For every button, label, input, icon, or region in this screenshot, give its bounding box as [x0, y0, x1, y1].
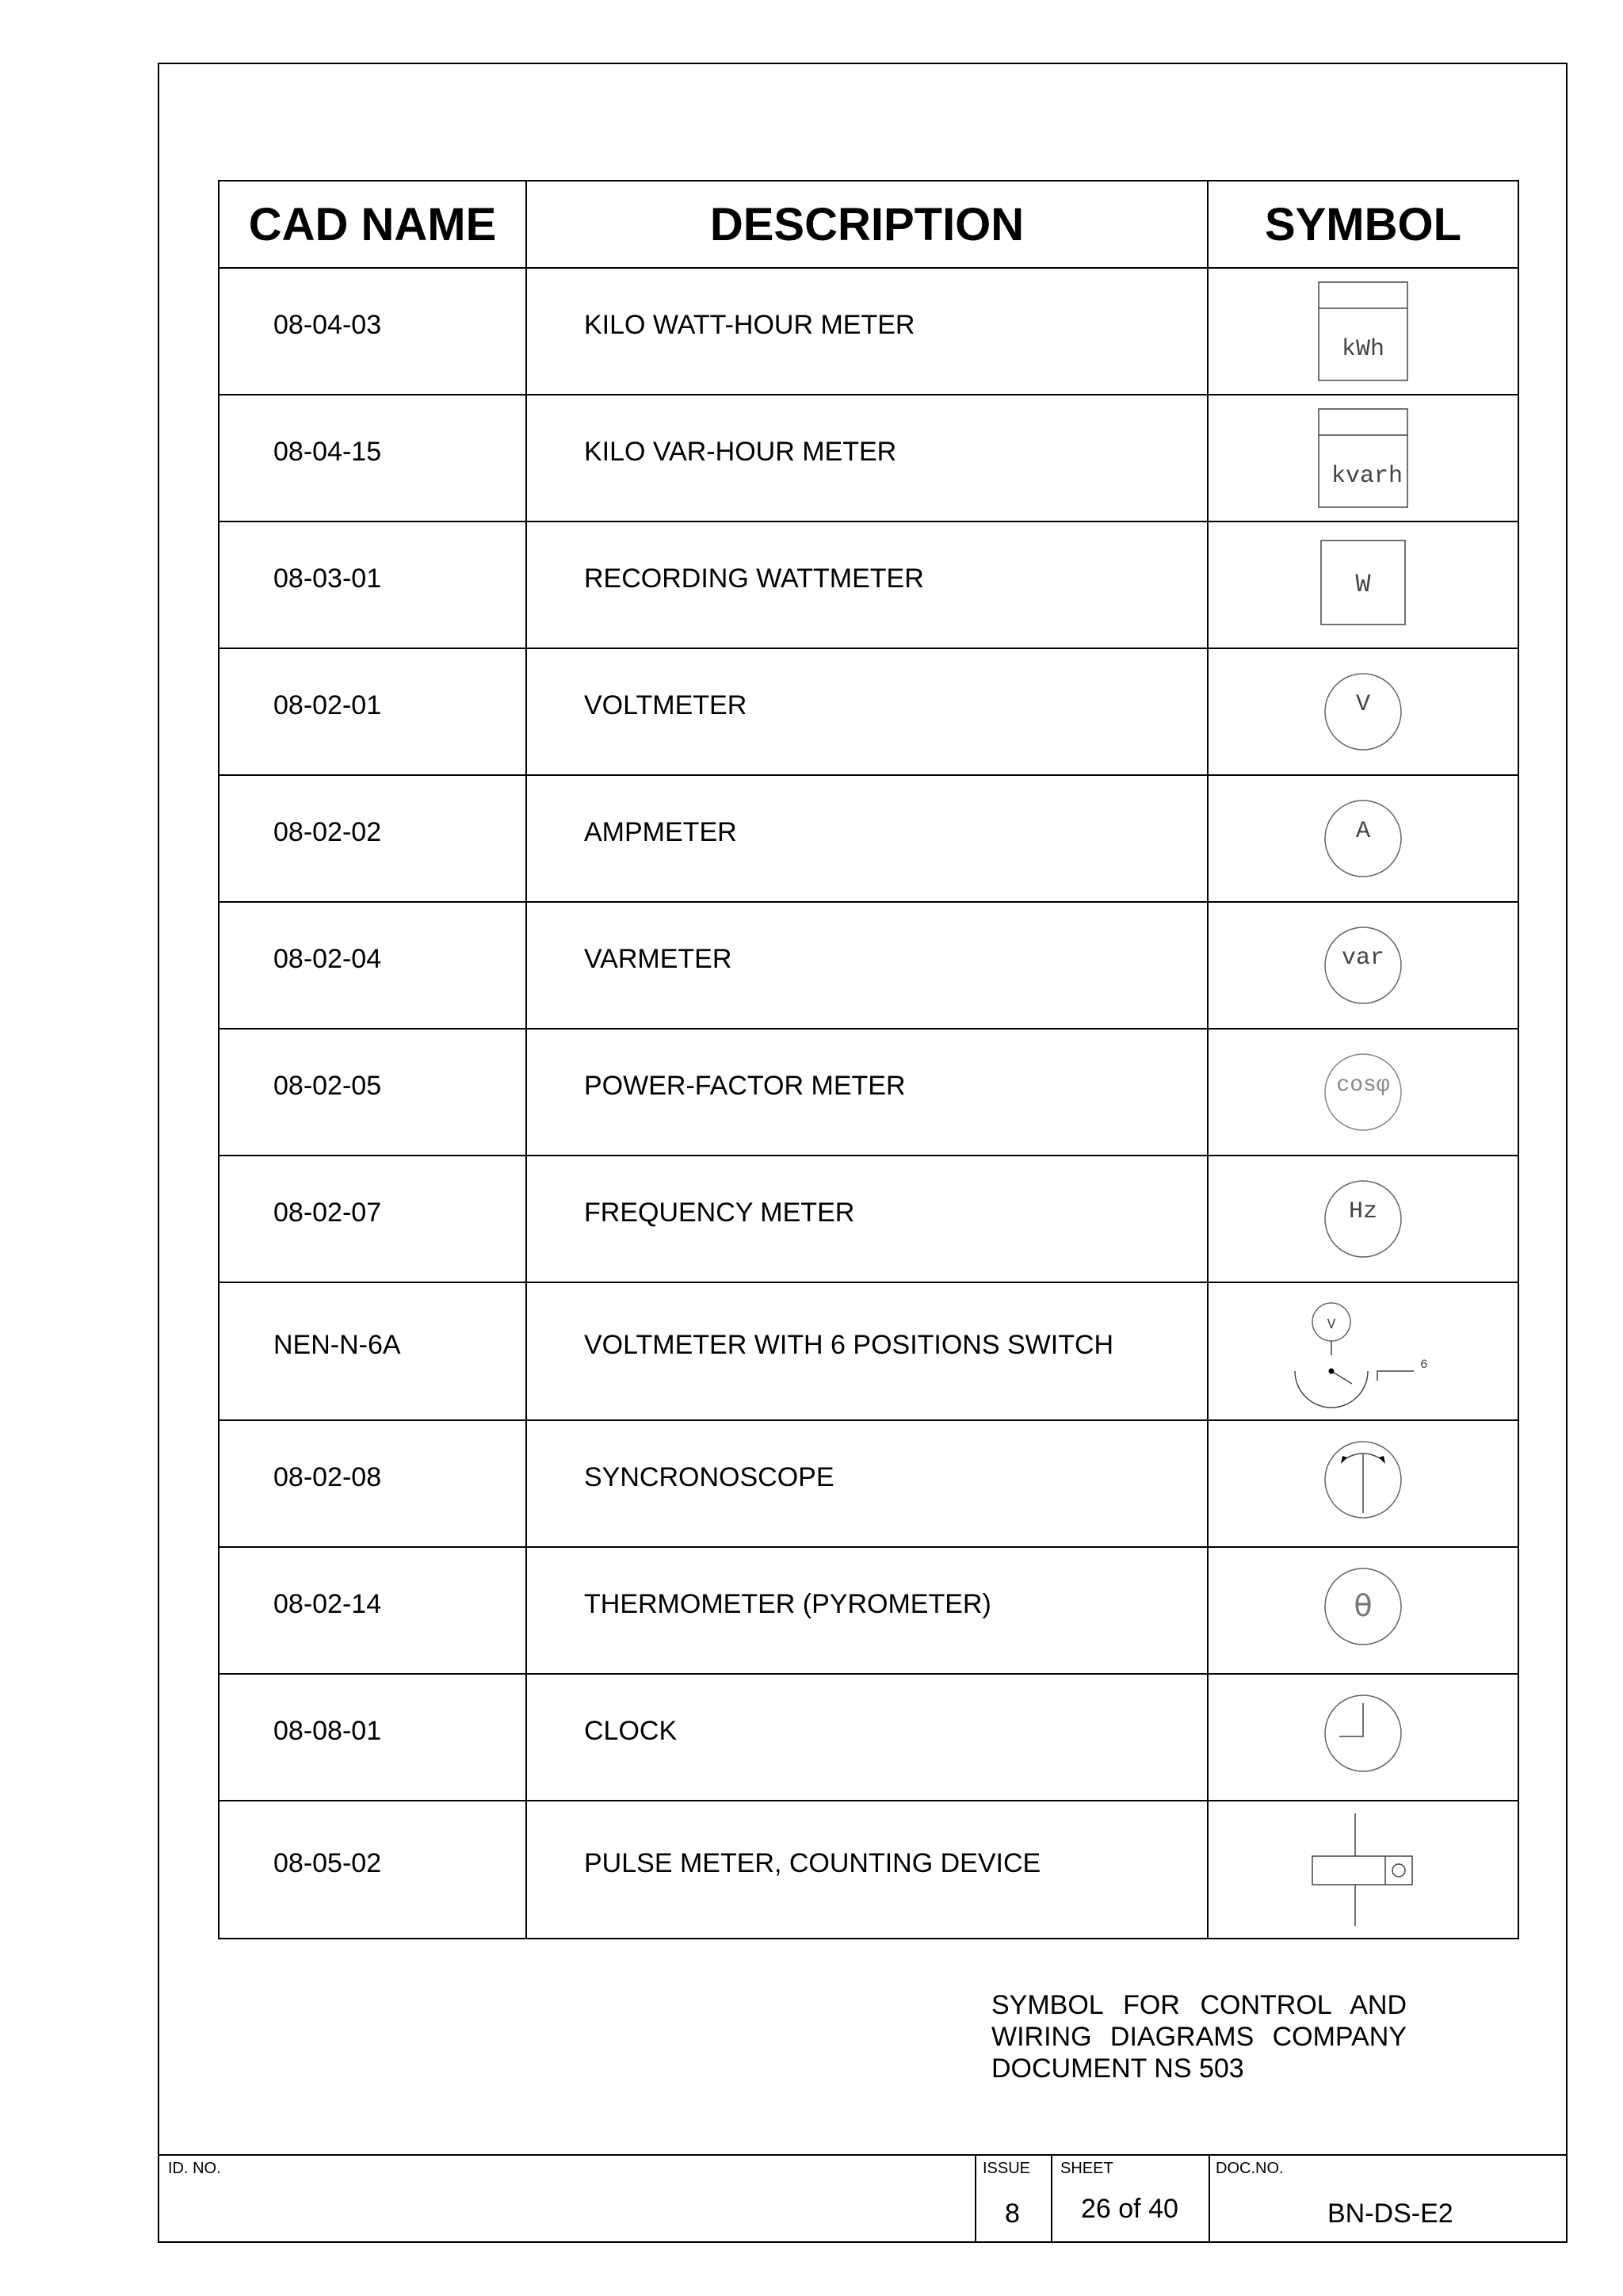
svg-text:var: var: [1341, 945, 1385, 972]
svg-text:kvarh: kvarh: [1331, 463, 1403, 490]
table-row: [219, 1029, 1518, 1156]
document-title-line: WIRING DIAGRAMS COMPANY: [991, 2022, 1407, 2052]
symbol-cell: [1208, 1282, 1518, 1420]
table-row: [219, 902, 1518, 1029]
svg-text:θ: θ: [1354, 1588, 1373, 1623]
issue-value: 8: [1005, 2199, 1020, 2229]
cad-code: 08-04-03: [219, 268, 526, 395]
description: THERMOMETER (PYROMETER): [526, 1547, 1208, 1674]
symbol-cell: [1208, 1547, 1518, 1674]
table-row: [219, 1674, 1518, 1801]
document-title-line: DOCUMENT NS 503: [991, 2053, 1244, 2084]
thermometer-symbol-icon: [1316, 1559, 1411, 1662]
description: VOLTMETER WITH 6 POSITIONS SWITCH: [526, 1282, 1208, 1420]
cad-code: 08-03-01: [219, 521, 526, 648]
frequency-meter-symbol-icon: [1316, 1171, 1411, 1266]
symbol-cell: [1208, 648, 1518, 775]
symbol-table: [218, 180, 1519, 1939]
table-row: [219, 1282, 1518, 1420]
symbol-cell: [1208, 1156, 1518, 1282]
cad-code: 08-02-07: [219, 1156, 526, 1282]
sheet-label: SHEET: [1060, 2160, 1113, 2177]
description: PULSE METER, COUNTING DEVICE: [526, 1801, 1208, 1939]
svg-text:A: A: [1355, 818, 1371, 845]
header-description: DESCRIPTION: [526, 181, 1208, 268]
document-title-line: SYMBOL FOR CONTROL AND: [991, 1990, 1407, 2020]
varmeter-symbol-icon: [1316, 918, 1411, 1013]
table-row: [219, 1801, 1518, 1939]
cad-code: 08-02-01: [219, 648, 526, 775]
svg-text:cosφ: cosφ: [1336, 1073, 1390, 1098]
svg-text:V: V: [1355, 691, 1371, 718]
title-block-divider: [975, 2154, 976, 2243]
cad-code: 08-05-02: [219, 1801, 526, 1939]
symbol-cell: [1208, 902, 1518, 1029]
syncronoscope-symbol-icon: [1316, 1432, 1411, 1535]
symbol-cell: [1208, 395, 1518, 521]
cad-code: 08-02-08: [219, 1420, 526, 1547]
cad-code: 08-08-01: [219, 1674, 526, 1801]
kvarh-meter-symbol-icon: [1312, 407, 1415, 510]
description: RECORDING WATTMETER: [526, 521, 1208, 648]
description: AMPMETER: [526, 775, 1208, 902]
header-cad-name: CAD NAME: [219, 181, 526, 268]
pulse-meter-symbol-icon: [1308, 1810, 1419, 1929]
table-row: [219, 648, 1518, 775]
description: VOLTMETER: [526, 648, 1208, 775]
ammeter-symbol-icon: [1316, 791, 1411, 886]
doc-no-value: BN-DS-E2: [1327, 2199, 1453, 2229]
power-factor-meter-symbol-icon: [1316, 1045, 1411, 1140]
doc-no-label: DOC.NO.: [1216, 2160, 1284, 2177]
clock-symbol-icon: [1316, 1686, 1411, 1789]
document-title: [991, 1989, 1407, 2084]
description: POWER-FACTOR METER: [526, 1029, 1208, 1156]
table-row: [219, 521, 1518, 648]
symbol-cell: [1208, 1420, 1518, 1547]
symbol-cell: [1208, 1674, 1518, 1801]
svg-text:W: W: [1355, 570, 1371, 599]
cad-code: 08-04-15: [219, 395, 526, 521]
description: VARMETER: [526, 902, 1208, 1029]
cad-code: 08-02-02: [219, 775, 526, 902]
table-row: [219, 268, 1518, 395]
voltmeter-switch-symbol-icon: [1292, 1292, 1434, 1411]
sheet-value: 26 of 40: [1081, 2194, 1178, 2224]
svg-text:6: 6: [1420, 1358, 1428, 1372]
description: KILO WATT-HOUR METER: [526, 268, 1208, 395]
table-row: [219, 395, 1518, 521]
issue-label: ISSUE: [983, 2160, 1031, 2177]
cad-code: NEN-N-6A: [219, 1282, 526, 1420]
cad-code: 08-02-05: [219, 1029, 526, 1156]
kwh-meter-symbol-icon: [1312, 280, 1415, 383]
symbol-cell: [1208, 268, 1518, 395]
symbol-cell: [1208, 521, 1518, 648]
symbol-cell: [1208, 1029, 1518, 1156]
table-row: [219, 1156, 1518, 1282]
symbol-cell: [1208, 1801, 1518, 1939]
description: FREQUENCY METER: [526, 1156, 1208, 1282]
table-row: [219, 775, 1518, 902]
table-header-row: [219, 181, 1518, 268]
svg-text:Hz: Hz: [1348, 1198, 1378, 1225]
description: SYNCRONOSCOPE: [526, 1420, 1208, 1547]
description: KILO VAR-HOUR METER: [526, 395, 1208, 521]
id-no-label: ID. NO.: [168, 2160, 221, 2177]
voltmeter-symbol-icon: [1316, 664, 1411, 759]
recording-wattmeter-symbol-icon: [1312, 537, 1415, 632]
title-block-divider: [1051, 2154, 1052, 2243]
cad-code: 08-02-04: [219, 902, 526, 1029]
title-block-divider: [1209, 2154, 1210, 2243]
svg-text:V: V: [1327, 1317, 1336, 1333]
symbol-cell: [1208, 775, 1518, 902]
cad-code: 08-02-14: [219, 1547, 526, 1674]
header-symbol: SYMBOL: [1208, 181, 1518, 268]
table-row: [219, 1547, 1518, 1674]
description: CLOCK: [526, 1674, 1208, 1801]
title-block-top-line: [158, 2154, 1568, 2156]
svg-text:kWh: kWh: [1341, 336, 1385, 363]
table-row: [219, 1420, 1518, 1547]
